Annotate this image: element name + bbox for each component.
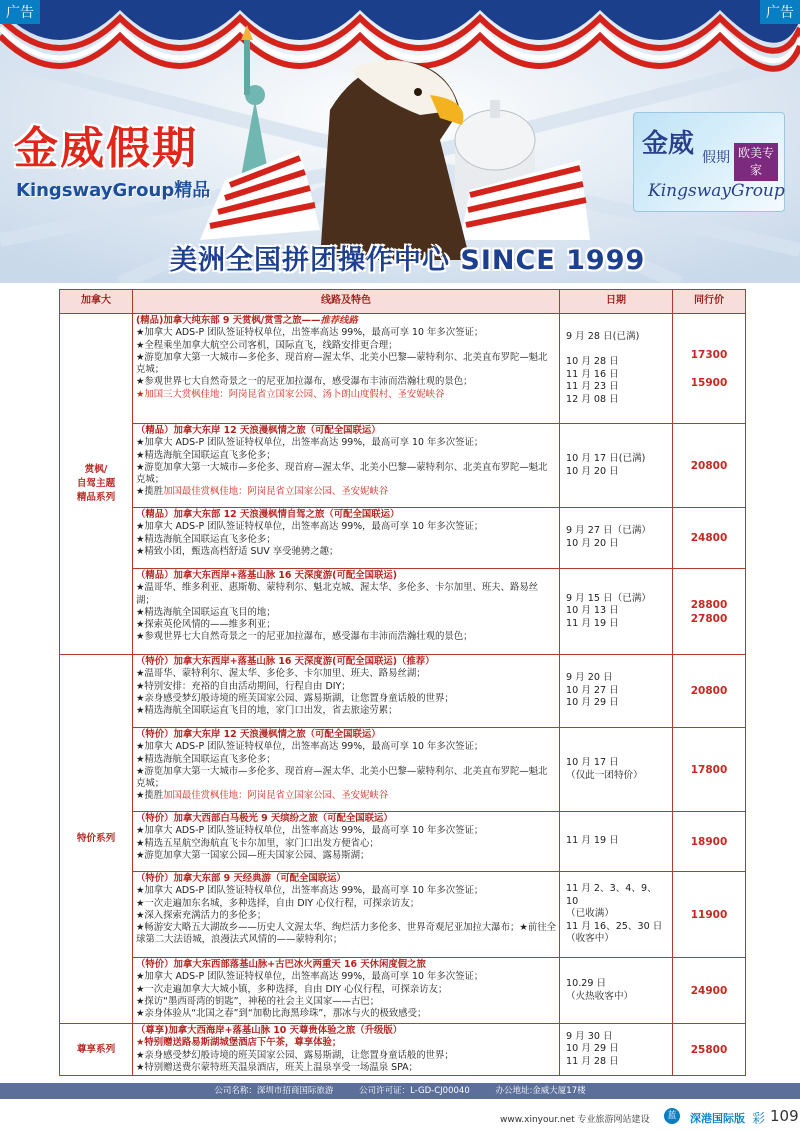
feature-line: ★畅游安大略五大湖故乡——历史人文渥太华、绚烂活力多伦多、世界奇观尼亚加拉大瀑布；★前往全球第二大法语城，浪漫法式风情的——蒙特利尔； xyxy=(136,922,556,946)
route-cell xyxy=(133,728,560,812)
date-cell: 10 月 17 日(已满) 10 月 20 日 xyxy=(560,424,673,508)
feature-line: ★精选海航全国联运直飞多伦多； xyxy=(136,753,276,765)
route-title[interactable] xyxy=(136,1025,556,1037)
feature-line xyxy=(136,790,556,802)
feature-highlight: ★加国三大赏枫佳地：阿岗昆省立国家公园、汤卜朗山度假村、圣安妮峡谷 xyxy=(136,388,445,400)
category-cell: 赏枫/ 自驾主题 精品系列 xyxy=(60,314,133,655)
header-date: 日期 xyxy=(560,290,673,314)
route-title[interactable] xyxy=(136,813,556,825)
price-cell: 25800 xyxy=(673,1024,746,1076)
feature-line: ★加拿大 ADS-P 团队签证特权单位，出签率高达 99%，最高可享 10 年多次签证； xyxy=(136,437,484,449)
feature-line: ★游览加拿大第一大城市—多伦多、现首府—渥太华、北美小巴黎—蒙特利尔、北美直布罗陀—魁北克城； xyxy=(136,351,548,376)
feature-line: ★亲身感受梦幻般诗境的班芙国家公园、露易斯湖，让您置身童话般的世界； xyxy=(136,1049,454,1061)
date-cell: 9 月 28 日(已满) 10 月 28 日 11 月 16 日 11 月 23 日 12 月 08 日 xyxy=(560,314,673,424)
ad-label-right: 广告 xyxy=(760,0,800,24)
table-header xyxy=(60,290,746,314)
edition-name: 深港国际版 xyxy=(690,1112,745,1125)
date-cell: 11 月 2、3、4、9、10 （已收满） 11 月 16、25、30 日 （收客中） xyxy=(560,872,673,958)
route-cell xyxy=(133,424,560,508)
footer-address: 办公地址:金威大厦17楼 xyxy=(495,1086,586,1096)
feature-line: ★全程乘坐加拿大航空公司客机，国际直飞，线路安排更合理； xyxy=(136,339,398,351)
date-cell: 11 月 19 日 xyxy=(560,812,673,872)
route-title[interactable] xyxy=(136,315,556,327)
date-cell: 9 月 20 日 10 月 27 日 10 月 29 日 xyxy=(560,655,673,728)
route-cell xyxy=(133,569,560,655)
feature-line: ★加拿大 ADS-P 团队签证特权单位，出签率高达 99%，最高可享 10 年多次签证； xyxy=(136,327,484,339)
table-row xyxy=(60,728,746,812)
route-title-text: （特价）加拿大东西部落基山脉+古巴冰火两重天 16 天休闲度假之旅 xyxy=(136,959,426,970)
feature-line: ★加拿大 ADS-P 团队签证特权单位，出签率高达 99%，最高可享 10 年多次签证； xyxy=(136,521,484,533)
route-title[interactable] xyxy=(136,729,556,741)
feature-line: ★精选海航全国联运直飞目的地，家门口出发，省去旅途劳累； xyxy=(136,705,398,717)
route-cell xyxy=(133,314,560,424)
feature-line: ★精选海航全国联运直飞多伦多； xyxy=(136,449,276,461)
feature-line: ★精选海航全国联运直飞目的地； xyxy=(136,606,276,618)
edition-icon: 蓝 xyxy=(664,1108,680,1124)
feature-line: ★亲身体验从“北国之春”到“加勒比海黑珍珠”，那冰与火的极致感受； xyxy=(136,1008,427,1020)
feature-line: ★特别安排：充裕的自由活动期间，行程自由 DIY； xyxy=(136,680,351,692)
feature-line xyxy=(136,486,556,498)
route-title-text: （精品）加拿大东部 12 天浪漫枫情自驾之旅（可配全国联运） xyxy=(136,509,400,520)
footer-license: 公司许可证：L-GD-CJ00040 xyxy=(359,1086,470,1096)
feature-line: ★温哥华、蒙特利尔、渥太华、多伦多、卡尔加里、班夫、路易丝湖； xyxy=(136,668,426,680)
route-title[interactable] xyxy=(136,509,556,521)
feature-line: ★特别赠送费尔蒙特班芙温泉酒店，班芙上温泉享受一场温泉 SPA； xyxy=(136,1061,418,1073)
feature-line: ★精选海航全国联运直飞多伦多； xyxy=(136,533,276,545)
price-cell: 24900 xyxy=(673,958,746,1024)
footer-bar xyxy=(0,1083,800,1099)
route-title[interactable] xyxy=(136,959,556,971)
color-label: 彩 xyxy=(752,1112,766,1127)
route-title-text: （特价）加拿大东岸 12 天浪漫枫情之旅（可配全国联运） xyxy=(136,729,381,740)
footer-company: 公司名称：深圳市招商国际旅游 xyxy=(214,1086,334,1096)
page-bar xyxy=(0,1106,800,1128)
price-cell: 18900 xyxy=(673,812,746,872)
feature-line: ★游览加拿大第一国家公园—班夫国家公园、露易斯湖； xyxy=(136,849,370,861)
table-row xyxy=(60,508,746,569)
price-cell: 20800 xyxy=(673,424,746,508)
feature-line: ★亲身感受梦幻般诗境的班芙国家公园、露易斯湖，让您置身童话般的世界； xyxy=(136,692,454,704)
slogan: 美洲全国拼团操作中心 SINCE 1999 xyxy=(170,245,646,276)
banner xyxy=(0,0,800,283)
feature-line: ★探访“墨西哥湾的钥匙”，神秘的社会主义国家——古巴； xyxy=(136,995,380,1007)
route-title-text: （精品）加拿大东西岸+落基山脉 16 天深度游(可配全国联运) xyxy=(136,570,398,581)
date-cell: 10.29 日 （火热收客中） xyxy=(560,958,673,1024)
feature-line: ★精致小团，甄选高档舒适 SUV 享受驰骋之趣； xyxy=(136,545,339,557)
feature-highlight: ★特别赠送路易斯湖城堡酒店下午茶，尊享体验； xyxy=(136,1037,342,1049)
table-row xyxy=(60,424,746,508)
logo-jiaqi: 假期 xyxy=(702,150,730,166)
feature-line: ★游览加拿大第一大城市—多伦多、现首府—渥太华、北美小巴黎—蒙特利尔、北美直布罗陀—魁北克城； xyxy=(136,461,548,486)
route-title[interactable] xyxy=(136,873,556,885)
date-cell: 9 月 30 日 10 月 29 日 11 月 28 日 xyxy=(560,1024,673,1076)
date-cell: 9 月 27 日（已满） 10 月 20 日 xyxy=(560,508,673,569)
route-cell xyxy=(133,872,560,958)
header-country: 加拿大 xyxy=(60,290,133,314)
table-row xyxy=(60,569,746,655)
feature-line: ★游览加拿大第一大城市—多伦多、现首府—渥太华、北美小巴黎—蒙特利尔、北美直布罗陀—魁北克城； xyxy=(136,765,548,790)
route-cell xyxy=(133,812,560,872)
table-row xyxy=(60,958,746,1024)
feature-line: ★加拿大 ADS-P 团队签证特权单位，出签率高达 99%，最高可享 10 年多次签证； xyxy=(136,885,484,897)
feature-line: ★一次走遍加拿大大城小镇，多种选择，自由 DIY 心仪行程，可探亲访友； xyxy=(136,983,448,995)
route-title-text: （特价）加拿大东部 9 天经典游（可配全国联运） xyxy=(136,873,346,884)
route-title[interactable] xyxy=(136,570,556,582)
price-cell: 28800 27800 xyxy=(673,569,746,655)
table-row xyxy=(60,872,746,958)
route-title-text: (精品)加拿大纯东部 9 天赏枫/赏雪之旅—— xyxy=(136,315,321,326)
feature-line: ★加拿大 ADS-P 团队签证特权单位，出签率高达 99%，最高可享 10 年多次签证； xyxy=(136,741,484,753)
route-title-text: （特价）加拿大西部白马极光 9 天缤纷之旅（可配全国联运） xyxy=(136,813,393,824)
route-cell xyxy=(133,958,560,1024)
feature-line: ★参观世界七大自然奇景之一的尼亚加拉瀑布，感受瀑布丰沛而浩瀚壮观的景色； xyxy=(136,376,473,388)
feature-line: ★探索英伦风情的——维多利亚； xyxy=(136,619,276,631)
feature-highlight: 加国最佳赏枫佳地：阿岗昆省立国家公园、圣安妮峡谷 xyxy=(163,790,389,802)
logo-badge: 欧美专家 xyxy=(734,143,778,181)
route-title[interactable] xyxy=(136,425,556,437)
price-cell: 20800 xyxy=(673,655,746,728)
feature-line: ★加拿大 ADS-P 团队签证特权单位，出签率高达 99%，最高可享 10 年多次签证； xyxy=(136,971,484,983)
price-cell: 11900 xyxy=(673,872,746,958)
route-title-text: （精品）加拿大东岸 12 天浪漫枫情之旅（可配全国联运） xyxy=(136,425,381,436)
route-title-text: （尊享)加拿大西海岸+落基山脉 10 天尊贵体验之旅（升级版） xyxy=(136,1025,403,1036)
table-row xyxy=(60,314,746,424)
route-title[interactable] xyxy=(136,656,556,668)
table-row xyxy=(60,655,746,728)
site-link[interactable]: www.xinyour.net 专业旅游网站建设 xyxy=(500,1115,650,1125)
brand-name: 金威假期 xyxy=(14,123,198,174)
feature-line: ★温哥华、维多利亚、惠斯勒、蒙特利尔、魁北克城、渥太华、多伦多、卡尔加里、班夫、路易丝湖； xyxy=(136,582,539,606)
route-table xyxy=(59,289,746,1076)
table-row xyxy=(60,812,746,872)
route-cell xyxy=(133,655,560,728)
feature-line: ★精选五星航空海航直飞卡尔加里，家门口出发方便省心； xyxy=(136,837,379,849)
feature-line: ★加拿大 ADS-P 团队签证特权单位，出签率高达 99%，最高可享 10 年多次签证； xyxy=(136,825,484,837)
feature-line: ★一次走遍加东名城，多种选择，自由 DIY 心仪行程，可探亲访友； xyxy=(136,897,420,909)
route-cell xyxy=(133,1024,560,1076)
header-price: 同行价 xyxy=(673,290,746,314)
table-row xyxy=(60,1024,746,1076)
feature-line: ★参观世界七大自然奇景之一的尼亚加拉瀑布，感受瀑布丰沛而浩瀚壮观的景色； xyxy=(136,631,473,643)
route-cell xyxy=(133,508,560,569)
page-number: 109 xyxy=(770,1107,799,1125)
category-cell: 特价系列 xyxy=(60,655,133,1024)
logo-cn: 金威 xyxy=(642,129,695,159)
category-cell: 尊享系列 xyxy=(60,1024,133,1076)
route-title-text: （特价）加拿大东西岸+落基山脉 16 天深度游(可配全国联运)（推荐） xyxy=(136,656,435,667)
price-cell: 24800 xyxy=(673,508,746,569)
price-cell: 17800 xyxy=(673,728,746,812)
feature-prefix: ★揽胜 xyxy=(136,790,164,802)
logo-en: KingswayGroup xyxy=(648,181,785,201)
date-cell: 9 月 15 日（已满） 10 月 13 日 11 月 19 日 xyxy=(560,569,673,655)
feature-line: ★深入探索充满活力的多伦多； xyxy=(136,909,267,921)
header-route: 线路及特色 xyxy=(133,290,560,314)
price-cell: 17300 15900 xyxy=(673,314,746,424)
ad-label-left: 广告 xyxy=(0,0,40,24)
company-logo xyxy=(633,112,785,212)
feature-prefix: ★揽胜 xyxy=(136,486,164,498)
date-cell: 10 月 17 日 （仅此一团特价） xyxy=(560,728,673,812)
brand-english: KingswayGroup精品 xyxy=(16,180,211,201)
feature-highlight: 加国最佳赏枫佳地：阿岗昆省立国家公园、圣安妮峡谷 xyxy=(163,486,389,498)
recommend-tag: 推荐线路 xyxy=(320,315,358,326)
